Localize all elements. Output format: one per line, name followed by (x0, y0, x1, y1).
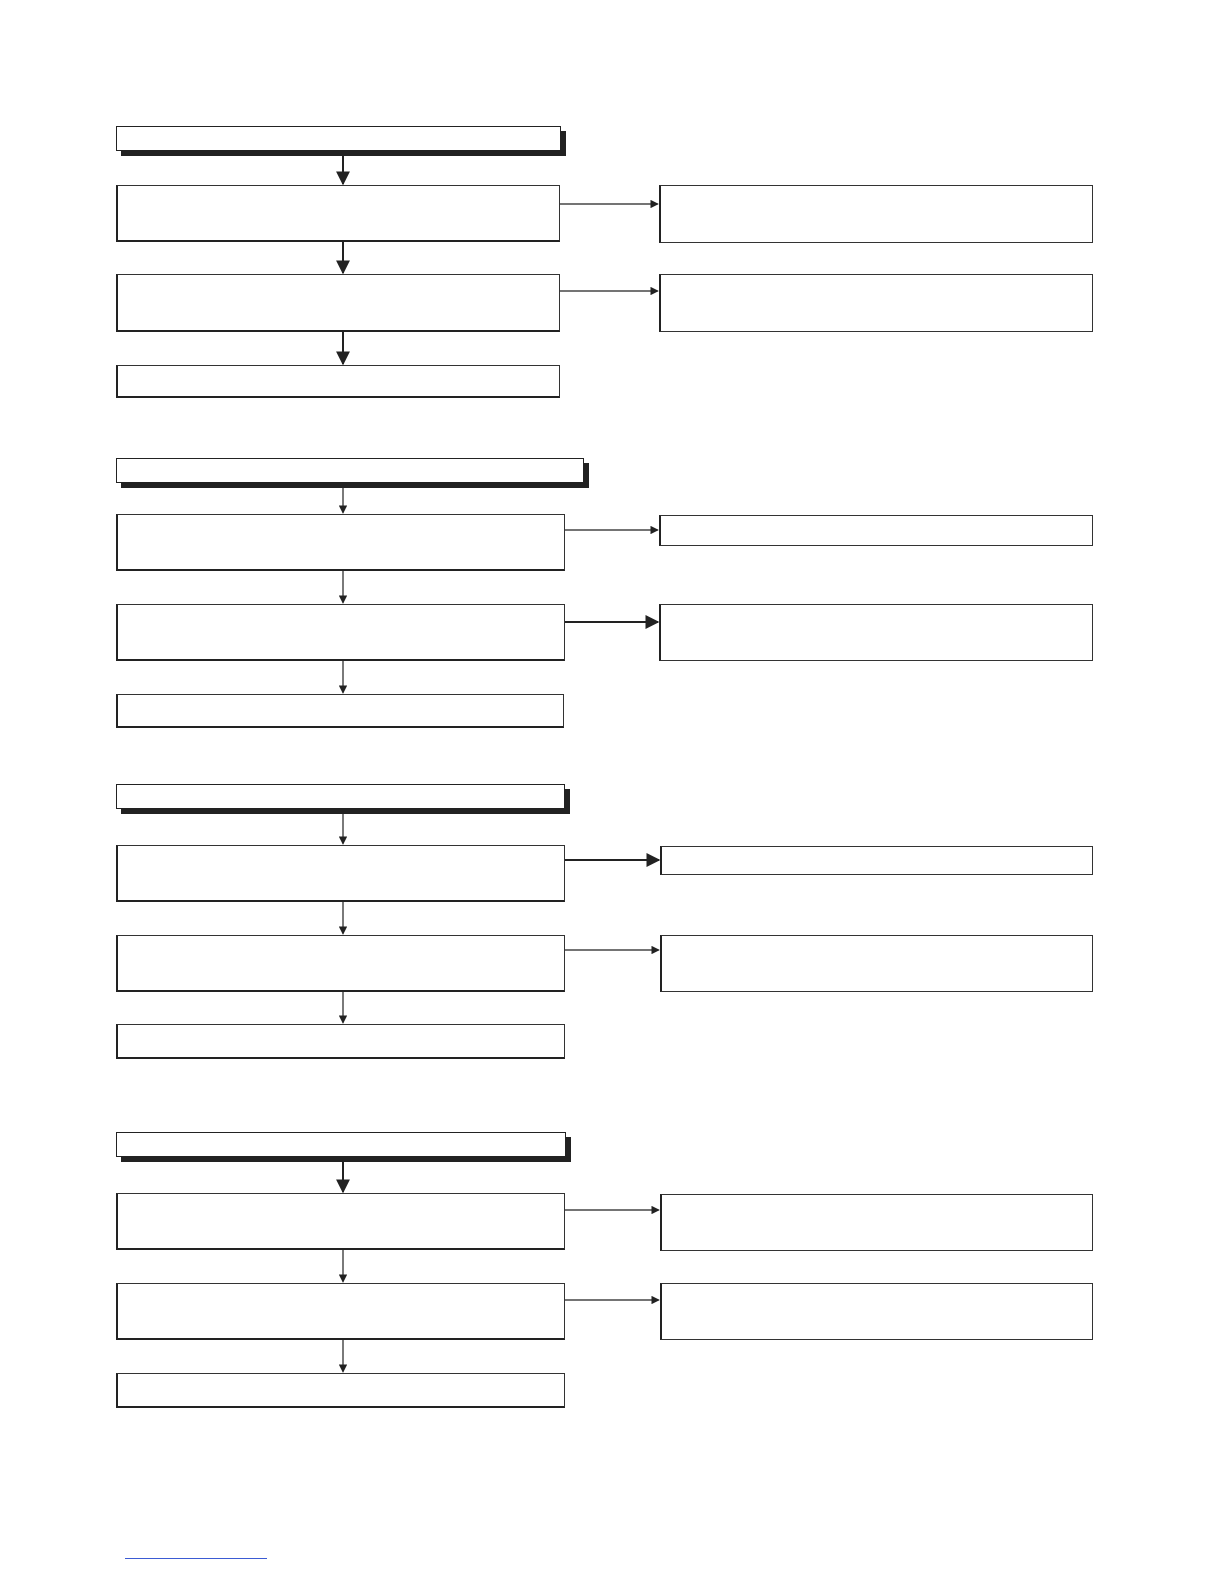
group3-branch1-box (660, 846, 1093, 875)
group4-step3-box (116, 1373, 565, 1408)
group2-branch2-box (659, 604, 1093, 661)
group2-step3-box (116, 694, 564, 728)
group3-branch2-box (660, 935, 1093, 992)
group3-step2-box (116, 935, 565, 992)
group2-header-box (116, 458, 584, 483)
group1-header-box (116, 126, 561, 151)
group1-step3-box (116, 365, 560, 398)
group2-step1-box (116, 514, 565, 571)
group4-branch1-box (660, 1194, 1093, 1251)
group4-step2-box (116, 1283, 565, 1340)
group3-step1-box (116, 845, 565, 902)
footer-rule (125, 1558, 267, 1559)
group2-step2-box (116, 604, 565, 661)
group4-header-box (116, 1132, 566, 1157)
group2-branch1-box (659, 515, 1093, 546)
group3-header-box (116, 784, 565, 809)
group3-step3-box (116, 1024, 565, 1059)
group1-step1-box (116, 185, 560, 242)
group4-step1-box (116, 1193, 565, 1250)
group1-step2-box (116, 274, 560, 332)
group1-branch1-box (659, 185, 1093, 243)
group1-branch2-box (659, 274, 1093, 332)
group4-branch2-box (660, 1283, 1093, 1340)
